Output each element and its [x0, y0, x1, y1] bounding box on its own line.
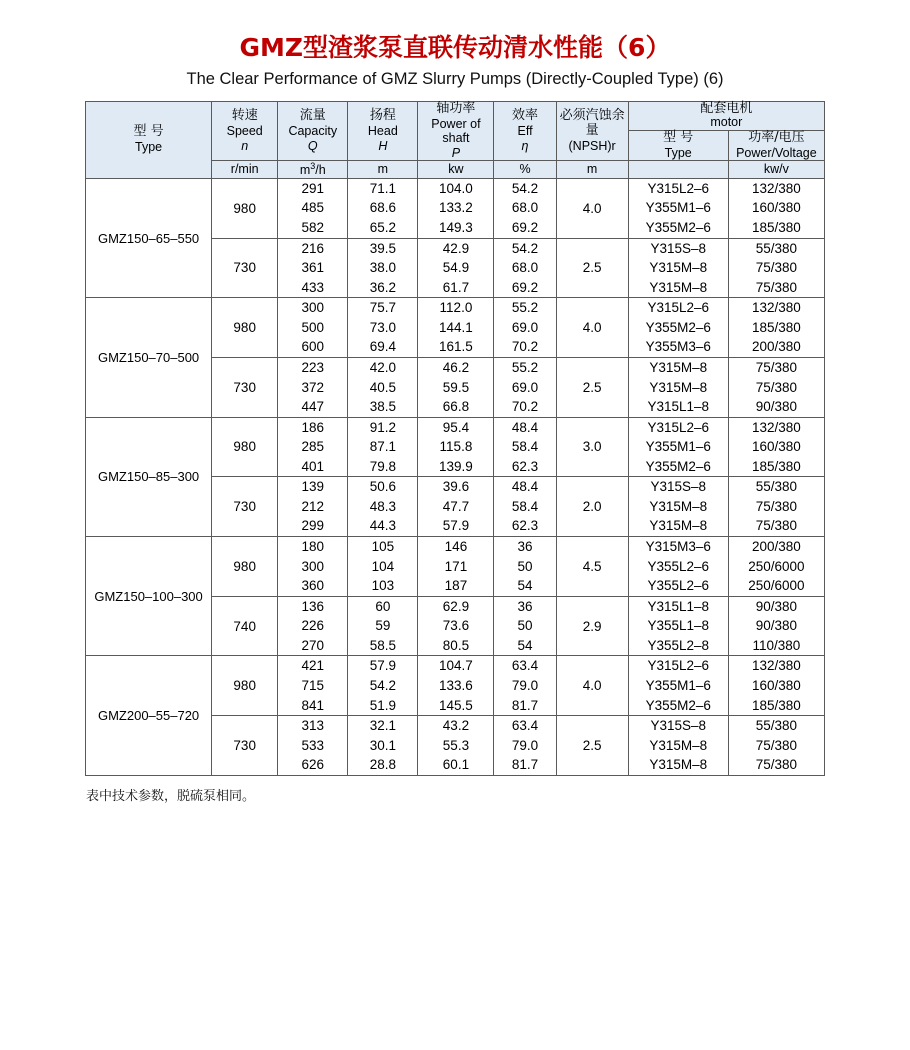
capacity-cell: 139 212 299: [278, 477, 348, 537]
capacity-cell: 136 226 270: [278, 596, 348, 656]
head-cell: 32.1 30.1 28.8: [348, 716, 418, 776]
head-cell: 91.2 87.1 79.8: [348, 417, 418, 477]
header-power: 轴功率 Power of shaft P: [418, 102, 494, 161]
performance-table: [85, 101, 825, 776]
motor-type-cell: Y315L2–6 Y355M1–6 Y355M2–6: [628, 656, 728, 716]
speed-cell: 740: [212, 596, 278, 656]
eff-cell: 54.2 68.0 69.2: [494, 238, 556, 298]
power-cell: 104.0 133.2 149.3: [418, 178, 494, 238]
head-cell: 57.9 54.2 51.9: [348, 656, 418, 716]
table-row: [86, 656, 825, 716]
head-cell: 42.0 40.5 38.5: [348, 357, 418, 417]
npsh-cell: 2.0: [556, 477, 628, 537]
motor-type-cell: Y315L2–6 Y355M2–6 Y355M3–6: [628, 298, 728, 358]
capacity-cell: 223 372 447: [278, 357, 348, 417]
motor-power-cell: 55/380 75/380 75/380: [728, 238, 824, 298]
head-cell: 75.7 73.0 69.4: [348, 298, 418, 358]
pump-type-cell: GMZ150–65–550: [86, 178, 212, 297]
motor-type-cell: Y315S–8 Y315M–8 Y315M–8: [628, 477, 728, 537]
speed-cell: 980: [212, 537, 278, 597]
header-type: 型 号 Type: [86, 102, 212, 179]
motor-type-cell: Y315L2–6 Y355M1–6 Y355M2–6: [628, 178, 728, 238]
unit-efficiency: %: [494, 161, 556, 179]
speed-cell: 730: [212, 477, 278, 537]
motor-power-cell: 132/380 185/380 200/380: [728, 298, 824, 358]
head-cell: 105 104 103: [348, 537, 418, 597]
power-cell: 112.0 144.1 161.5: [418, 298, 494, 358]
head-cell: 50.6 48.3 44.3: [348, 477, 418, 537]
header-motor-type: 型 号 Type: [628, 131, 728, 161]
speed-cell: 730: [212, 716, 278, 776]
motor-power-cell: 55/380 75/380 75/380: [728, 477, 824, 537]
npsh-cell: 2.9: [556, 596, 628, 656]
capacity-cell: 313 533 626: [278, 716, 348, 776]
pump-type-cell: GMZ150–85–300: [86, 417, 212, 536]
speed-cell: 980: [212, 417, 278, 477]
motor-power-cell: 90/380 90/380 110/380: [728, 596, 824, 656]
capacity-cell: 300 500 600: [278, 298, 348, 358]
speed-cell: 730: [212, 357, 278, 417]
npsh-cell: 2.5: [556, 357, 628, 417]
power-cell: 39.6 47.7 57.9: [418, 477, 494, 537]
pump-type-cell: GMZ200–55–720: [86, 656, 212, 775]
capacity-cell: 216 361 433: [278, 238, 348, 298]
table-header: [86, 102, 825, 179]
power-cell: 62.9 73.6 80.5: [418, 596, 494, 656]
motor-type-cell: Y315M–8 Y315M–8 Y315L1–8: [628, 357, 728, 417]
power-cell: 95.4 115.8 139.9: [418, 417, 494, 477]
npsh-cell: 2.5: [556, 238, 628, 298]
motor-power-cell: 132/380 160/380 185/380: [728, 178, 824, 238]
eff-cell: 36 50 54: [494, 596, 556, 656]
unit-power: kw: [418, 161, 494, 179]
header-npsh: 必须汽蚀余量 (NPSH)r: [556, 102, 628, 161]
pump-type-cell: GMZ150–100–300: [86, 537, 212, 656]
npsh-cell: 4.5: [556, 537, 628, 597]
eff-cell: 55.2 69.0 70.2: [494, 357, 556, 417]
motor-type-cell: Y315S–8 Y315M–8 Y315M–8: [628, 716, 728, 776]
npsh-cell: 3.0: [556, 417, 628, 477]
footnote: 表中技术参数，脱硫泵相同。: [86, 788, 256, 804]
unit-motor-type: [628, 161, 728, 179]
table-row: [86, 178, 825, 238]
table-row: [86, 537, 825, 597]
header-head: 扬程 Head H: [348, 102, 418, 161]
page-title-chinese: GMZ型渣浆泵直联传动清水性能（6）: [239, 33, 671, 62]
eff-cell: 48.4 58.4 62.3: [494, 417, 556, 477]
capacity-cell: 421 715 841: [278, 656, 348, 716]
speed-cell: 730: [212, 238, 278, 298]
unit-motor-power: kw/v: [728, 161, 824, 179]
speed-cell: 980: [212, 298, 278, 358]
motor-type-cell: Y315L1–8 Y355L1–8 Y355L2–8: [628, 596, 728, 656]
header-motor-power: 功率/电压 Power/Voltage: [728, 131, 824, 161]
npsh-cell: 4.0: [556, 656, 628, 716]
head-cell: 71.1 68.6 65.2: [348, 178, 418, 238]
eff-cell: 48.4 58.4 62.3: [494, 477, 556, 537]
unit-head: m: [348, 161, 418, 179]
npsh-cell: 2.5: [556, 716, 628, 776]
speed-cell: 980: [212, 656, 278, 716]
motor-power-cell: 55/380 75/380 75/380: [728, 716, 824, 776]
unit-speed: r/min: [212, 161, 278, 179]
table-row: [86, 417, 825, 477]
eff-cell: 63.4 79.0 81.7: [494, 656, 556, 716]
capacity-cell: 291 485 582: [278, 178, 348, 238]
unit-capacity: $m^3/h$: [278, 161, 348, 179]
table-body: [86, 178, 825, 775]
header-row-main: [86, 102, 825, 131]
eff-cell: 63.4 79.0 81.7: [494, 716, 556, 776]
power-cell: 46.2 59.5 66.8: [418, 357, 494, 417]
motor-type-cell: Y315S–8 Y315M–8 Y315M–8: [628, 238, 728, 298]
page-title-english: The Clear Performance of GMZ Slurry Pumps (Directly-Coupled Type) (6): [186, 70, 724, 88]
power-cell: 42.9 54.9 61.7: [418, 238, 494, 298]
pump-type-cell: GMZ150–70–500: [86, 298, 212, 417]
header-capacity: 流量 Capacity Q: [278, 102, 348, 161]
motor-power-cell: 132/380 160/380 185/380: [728, 417, 824, 477]
motor-type-cell: Y315L2–6 Y355M1–6 Y355M2–6: [628, 417, 728, 477]
npsh-cell: 4.0: [556, 298, 628, 358]
power-cell: 146 171 187: [418, 537, 494, 597]
eff-cell: 55.2 69.0 70.2: [494, 298, 556, 358]
capacity-cell: 186 285 401: [278, 417, 348, 477]
head-cell: 39.5 38.0 36.2: [348, 238, 418, 298]
eff-cell: 54.2 68.0 69.2: [494, 178, 556, 238]
head-cell: 60 59 58.5: [348, 596, 418, 656]
motor-power-cell: 132/380 160/380 185/380: [728, 656, 824, 716]
motor-power-cell: 75/380 75/380 90/380: [728, 357, 824, 417]
document-page: [0, 28, 910, 1050]
unit-npsh: m: [556, 161, 628, 179]
header-speed: 转速 Speed n: [212, 102, 278, 161]
table-row: [86, 298, 825, 358]
capacity-cell: 180 300 360: [278, 537, 348, 597]
eff-cell: 36 50 54: [494, 537, 556, 597]
power-cell: 43.2 55.3 60.1: [418, 716, 494, 776]
npsh-cell: 4.0: [556, 178, 628, 238]
motor-power-cell: 200/380 250/6000 250/6000: [728, 537, 824, 597]
header-efficiency: 效率 Eff η: [494, 102, 556, 161]
power-cell: 104.7 133.6 145.5: [418, 656, 494, 716]
header-motor-group: 配套电机 motor: [628, 102, 824, 131]
speed-cell: 980: [212, 178, 278, 238]
motor-type-cell: Y315M3–6 Y355L2–6 Y355L2–6: [628, 537, 728, 597]
